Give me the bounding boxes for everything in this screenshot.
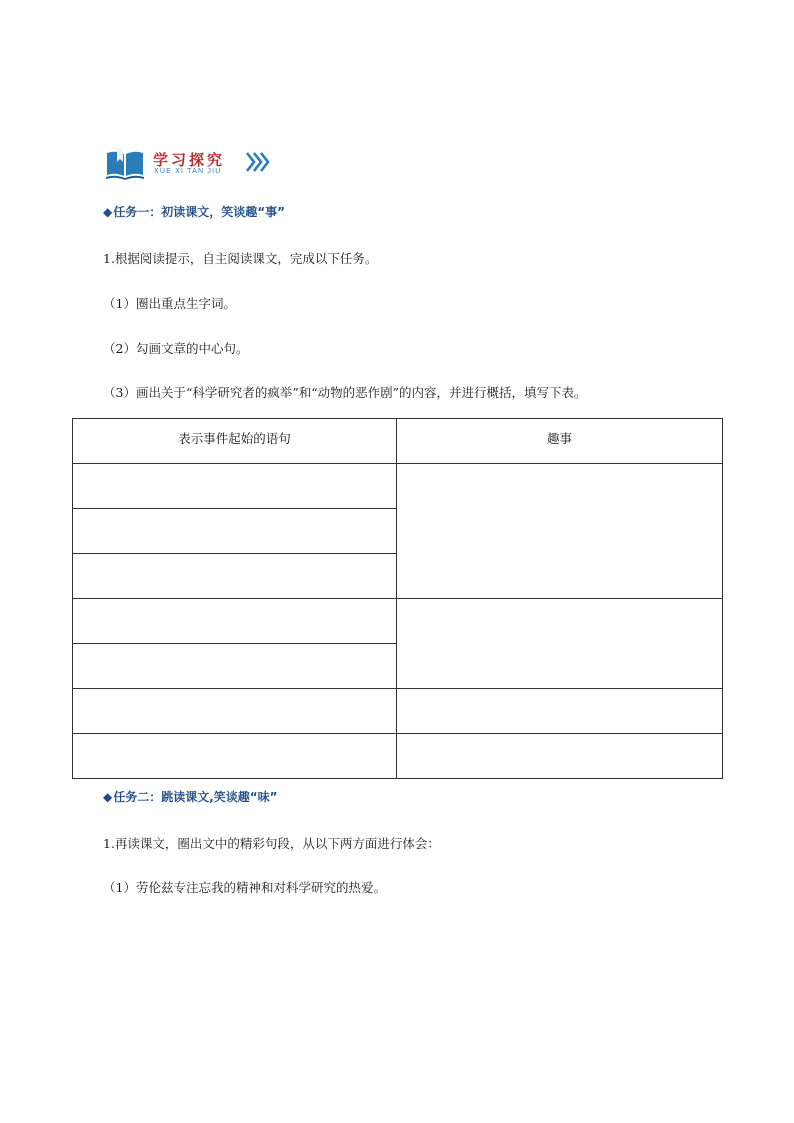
- table-cell-anecdote[interactable]: [397, 689, 723, 734]
- table-cell-sentence[interactable]: [73, 554, 397, 599]
- task2-sub1: （1）劳伦兹专注忘我的精神和对科学研究的热爱。: [103, 880, 386, 895]
- table-cell-anecdote[interactable]: [397, 734, 723, 779]
- task1-sub3: （3）画出关于“科学研究者的疯举”和“动物的恶作剧”的内容，并进行概括，填写下表。: [103, 385, 587, 400]
- table-cell-anecdote[interactable]: [397, 599, 723, 689]
- task1-sub2: （2）勾画文章的中心句。: [103, 341, 249, 356]
- section-pinyin: XUE XI TAN JIU: [154, 168, 222, 175]
- table-row: [73, 464, 723, 509]
- table-cell-anecdote[interactable]: [397, 464, 723, 599]
- task2-heading: [103, 788, 278, 805]
- table-cell-sentence[interactable]: [73, 599, 397, 644]
- table-cell-sentence[interactable]: [73, 509, 397, 554]
- table-row: [73, 734, 723, 779]
- summary-table: [72, 418, 723, 779]
- section-title: 学习探究: [153, 151, 226, 169]
- task1-heading: [103, 203, 285, 220]
- task1-sub1: （1）圈出重点生字词。: [103, 296, 236, 311]
- table-header-anecdote: 趣事: [397, 419, 723, 464]
- table-row: [73, 599, 723, 644]
- open-book-icon: [105, 147, 145, 181]
- chevron-right-icon: [245, 151, 271, 173]
- table-cell-sentence[interactable]: [73, 689, 397, 734]
- task2-heading-text: 任务二：跳读课文,笑谈趣“味”: [113, 790, 278, 804]
- table-row: [73, 689, 723, 734]
- section-header: [105, 147, 305, 181]
- table-cell-sentence[interactable]: [73, 644, 397, 689]
- bullet-diamond-icon: ◆: [103, 790, 113, 804]
- task2-item1: 1.再读课文，圈出文中的精彩句段，从以下两方面进行体会：: [103, 836, 440, 851]
- task1-item1: 1.根据阅读提示，自主阅读课文，完成以下任务。: [103, 251, 378, 266]
- table-cell-sentence[interactable]: [73, 464, 397, 509]
- table-header-start-sentence: 表示事件起始的语句: [73, 419, 397, 464]
- task1-heading-text: 任务一：初读课文，笑谈趣“事”: [113, 205, 286, 219]
- table-header-row: [73, 419, 723, 464]
- bullet-diamond-icon: ◆: [103, 205, 113, 219]
- table-cell-sentence[interactable]: [73, 734, 397, 779]
